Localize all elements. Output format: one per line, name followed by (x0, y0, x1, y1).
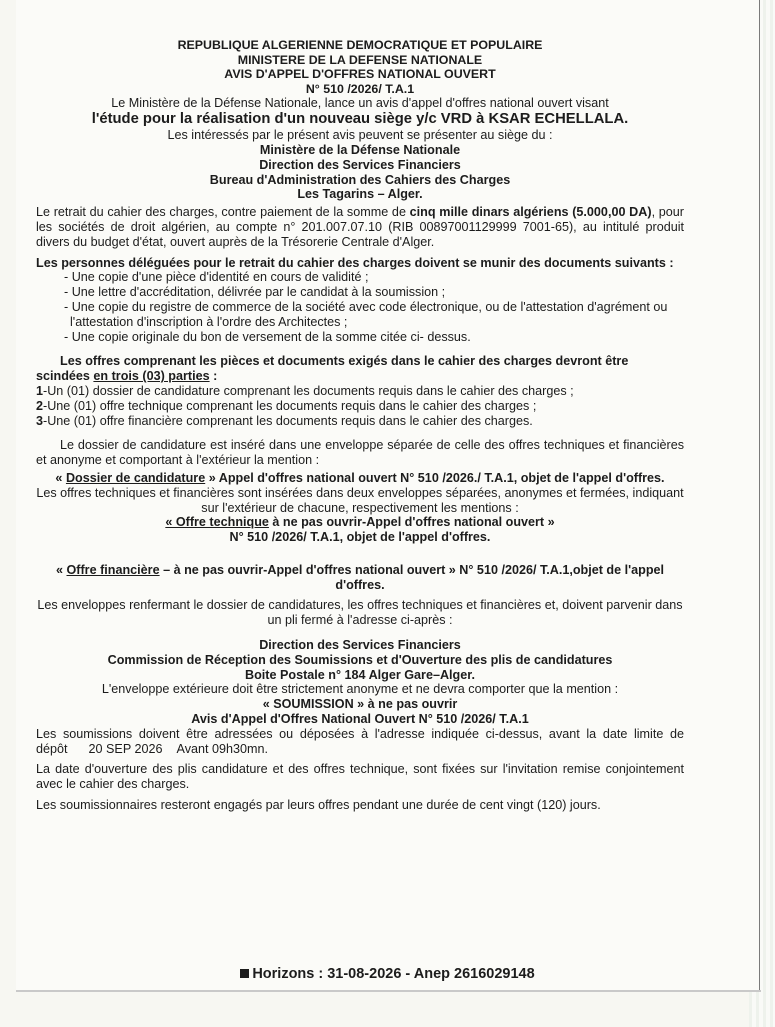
retrait-after: , pour les sociétés de droit algérien, au compte n° 201.007.07.10 (RIB 00897001129999 7001-65), au intitulé produit divers du budget d'état, ouvert auprès de la Trésorerie Centrale d'Alger. (36, 205, 684, 249)
address-line: Commission de Réception des Soumissions et d'Ouverture des plis de candidatures (107, 652, 613, 667)
deadline-date: 20 SEP 2026 (88, 741, 163, 756)
technique-paragraph: Les offres techniques et financières sont insérées dans deux enveloppes séparées, anonymes et fermées, indiquant sur l'extérieur de chacune, respectivement les mentions : (36, 485, 684, 515)
address-line: Ministère de la Défense Nationale (259, 142, 461, 157)
deadline-paragraph (36, 727, 684, 757)
address-line: Direction des Services Financiers (259, 638, 461, 653)
financiere-mention-underlined: Offre financière (66, 562, 160, 577)
technique-mention-line2: N° 510 /2026/ T.A.1, objet de l'appel d'offres. (229, 530, 491, 545)
opening-paragraph: La date d'ouverture des plis candidature et des offres technique, sont fixées sur l'invitation remise conjointement avec le cahier des charges. (36, 762, 684, 792)
part-text: -Une (01) offre technique comprenant les documents requis dans le cahier des charges ; (43, 398, 537, 413)
part-text: -Une (01) offre financière comprenant les documents requis dans le cahier des charges. (43, 413, 533, 428)
square-bullet-icon (240, 969, 249, 978)
notice-content (36, 38, 684, 813)
exterior-paragraph: L'enveloppe extérieure doit être strictement anonyme et ne devra comporter que la mention : (101, 682, 619, 697)
header-avis-title: AVIS D'APPEL D'OFFRES NATIONAL OUVERT (224, 67, 496, 82)
dossier-mention-rest: » Appel d'offres national ouvert N° 510 /2026./ T.A.1, objet de l'appel d'offres. (205, 470, 665, 485)
header-ministry: MINISTERE DE LA DEFENSE NATIONALE (237, 52, 483, 67)
exterior-mention-avis: Avis d'Appel d'Offres National Ouvert N° 510 /2026/ T.A.1 (191, 712, 529, 727)
offers-title-b: : (209, 369, 218, 384)
retrait-amount: cinq mille dinars algériens (5.000,00 DA) (409, 205, 652, 220)
persons-title: Les personnes déléguées pour le retrait du cahier des charges doivent se munir des documents suivants : (36, 255, 674, 270)
dossier-paragraph: Le dossier de candidature est inséré dans une enveloppe séparée de celle des offres techniques et financières et anonyme et comportant à l'extérieur la mention : (36, 438, 684, 468)
intro-object: l'étude pour la réalisation d'un nouveau siège y/c VRD à KSAR ECHELLALA. (91, 111, 629, 128)
intro-line: Le Ministère de la Défense Nationale, lance un avis d'appel d'offres national ouvert visant (111, 96, 609, 111)
exterior-mention-soumission: « SOUMISSION » à ne pas ouvrir (262, 697, 458, 712)
offer-part (36, 384, 684, 399)
envelopes-paragraph: Les enveloppes renfermant le dossier de candidatures, les offres techniques et financières et, doivent parvenir dans un pli fermé à l'adresse ci-après : (37, 598, 683, 628)
financiere-mention (36, 563, 684, 593)
intro-interested: Les intéressés par le présent avis peuvent se présenter au siège du : (167, 128, 553, 143)
footer-text: Horizons : 31-08-2026 - Anep 2616029148 (252, 966, 535, 982)
financiere-mention-rest: – à ne pas ouvrir-Appel d'offres national ouvert » N° 510 /2026/ T.A.1,objet de l'appel d'offres. (159, 562, 665, 592)
part-number: 1 (36, 383, 44, 398)
part-text: -Un (01) dossier de candidature comprenant les documents requis dans le cahier des charges ; (43, 383, 574, 398)
part-number: 3 (36, 413, 44, 428)
financiere-mention-open: « (55, 562, 67, 577)
part-number: 2 (36, 398, 44, 413)
retrait-paragraph (36, 205, 684, 249)
bottom-rule (16, 990, 761, 992)
list-item: - Une copie du registre de commerce de la société avec code électronique, ou de l'attestation d'agrément ou l'attestation d'inscription à l'ordre des Architectes ; (70, 300, 684, 330)
technique-mention-underlined: « Offre technique (165, 515, 269, 530)
address-line: Direction des Services Financiers (259, 157, 461, 172)
offer-part (36, 414, 684, 429)
dossier-mention-open: « (55, 470, 66, 485)
deadline-time: Avant 09h30mn. (176, 741, 269, 756)
header-number: N° 510 /2026/ T.A.1 (305, 81, 415, 96)
address-line: Bureau d'Administration des Cahiers des Charges (209, 172, 511, 187)
address-ministry (36, 143, 684, 202)
list-item: - Une copie d'une pièce d'identité en cours de validité ; (70, 270, 684, 285)
address-line: Boite Postale n° 184 Alger Gare–Alger. (245, 667, 475, 682)
address-commission (36, 638, 684, 682)
address-line: Les Tagarins – Alger. (297, 187, 423, 202)
offers-title (36, 354, 684, 384)
technique-mention (36, 515, 684, 530)
header-republic: REPUBLIQUE ALGERIENNE DEMOCRATIQUE ET POPULAIRE (177, 38, 543, 52)
offers-title-underlined: en trois (03) parties (93, 369, 210, 384)
offers-title-a: Les offres comprenant les pièces et documents exigés dans le cahier des charges devront être scindées (36, 354, 629, 384)
dossier-mention-underlined: Dossier de candidature (65, 470, 206, 485)
deadline-text: Les soumissions doivent être adressées ou déposées à l'adresse indiquée ci-dessus, avant la date limite de dépôt (36, 726, 684, 756)
technique-mention-rest: à ne pas ouvrir-Appel d'offres national ouvert » (268, 515, 555, 530)
list-item: - Une copie originale du bon de versement de la somme citée ci- dessus. (70, 330, 684, 345)
validity-paragraph: Les soumissionnaires resteront engagés par leurs offres pendant une durée de cent vingt (120) jours. (36, 798, 601, 813)
list-item: - Une lettre d'accréditation, délivrée par le candidat à la soumission ; (70, 285, 684, 300)
persons-list (36, 270, 684, 344)
dossier-mention (36, 471, 684, 486)
retrait-before: Le retrait du cahier des charges, contre paiement de la somme de (36, 205, 410, 220)
offer-part (36, 399, 684, 414)
footer-credit (0, 966, 775, 982)
